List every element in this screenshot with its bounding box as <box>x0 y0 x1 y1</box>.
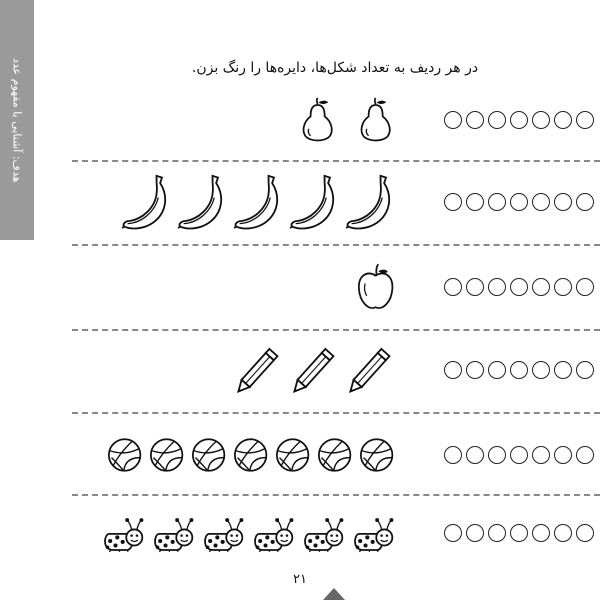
ladybug-icon <box>295 512 345 554</box>
answer-circle[interactable] <box>488 524 506 542</box>
answer-circle[interactable] <box>466 111 484 129</box>
page-number: ۲۱ <box>293 572 307 587</box>
answer-circles <box>444 361 594 379</box>
answer-circle[interactable] <box>554 446 572 464</box>
answer-circle[interactable] <box>532 278 550 296</box>
worksheet-row <box>60 425 600 485</box>
ball-icon <box>311 434 353 476</box>
answer-circle[interactable] <box>466 193 484 211</box>
answer-circle[interactable] <box>576 193 594 211</box>
ball-icon <box>353 434 395 476</box>
ball-icon <box>227 434 269 476</box>
counting-items <box>101 434 395 476</box>
answer-circle[interactable] <box>576 278 594 296</box>
answer-circle[interactable] <box>554 524 572 542</box>
banana-icon <box>339 171 395 233</box>
answer-circle[interactable] <box>510 361 528 379</box>
answer-circle[interactable] <box>532 111 550 129</box>
worksheet-row <box>60 257 600 317</box>
answer-circle[interactable] <box>532 193 550 211</box>
dashed-divider <box>72 412 600 414</box>
pencil-icon <box>227 339 283 401</box>
answer-circles <box>444 524 594 542</box>
answer-circle[interactable] <box>488 111 506 129</box>
side-tab <box>0 0 34 240</box>
answer-circle[interactable] <box>444 278 462 296</box>
ball-icon <box>101 434 143 476</box>
pencil-icon <box>283 339 339 401</box>
answer-circle[interactable] <box>444 446 462 464</box>
answer-circle[interactable] <box>466 361 484 379</box>
side-tab-label: هدف: آشنایی با مفهوم عدد <box>10 57 24 183</box>
answer-circle[interactable] <box>444 193 462 211</box>
ball-icon <box>185 434 227 476</box>
answer-circle[interactable] <box>488 446 506 464</box>
answer-circle[interactable] <box>554 193 572 211</box>
answer-circles <box>444 446 594 464</box>
banana-icon <box>171 171 227 233</box>
answer-circle[interactable] <box>510 111 528 129</box>
instruction-text: در هر ردیف به تعداد شکل‌ها، دایره‌ها را رنگ بزن. <box>191 60 479 76</box>
worksheet-row <box>60 340 600 400</box>
ladybug-icon <box>95 512 145 554</box>
dashed-divider <box>72 329 600 331</box>
answer-circles <box>444 111 594 129</box>
answer-circle[interactable] <box>554 278 572 296</box>
answer-circle[interactable] <box>444 111 462 129</box>
page-arrow-icon <box>323 588 345 600</box>
answer-circle[interactable] <box>444 524 462 542</box>
answer-circle[interactable] <box>532 524 550 542</box>
worksheet-row <box>60 503 600 563</box>
worksheet-row <box>60 172 600 232</box>
answer-circle[interactable] <box>532 361 550 379</box>
answer-circle[interactable] <box>466 278 484 296</box>
banana-icon <box>227 171 283 233</box>
dashed-divider <box>72 494 600 496</box>
answer-circles <box>444 193 594 211</box>
counting-items <box>227 339 395 401</box>
dashed-divider <box>72 244 600 246</box>
ball-icon <box>143 434 185 476</box>
answer-circle[interactable] <box>576 361 594 379</box>
ladybug-icon <box>195 512 245 554</box>
answer-circle[interactable] <box>510 524 528 542</box>
counting-items <box>95 512 395 554</box>
ball-icon <box>269 434 311 476</box>
answer-circle[interactable] <box>554 361 572 379</box>
ladybug-icon <box>245 512 295 554</box>
answer-circle[interactable] <box>510 193 528 211</box>
pencil-icon <box>339 339 395 401</box>
dashed-divider <box>72 160 600 162</box>
ladybug-icon <box>345 512 395 554</box>
counting-items <box>351 259 395 315</box>
worksheet-row <box>60 90 600 150</box>
banana-icon <box>115 171 171 233</box>
pear-icon <box>293 94 337 146</box>
answer-circle[interactable] <box>466 524 484 542</box>
answer-circle[interactable] <box>576 446 594 464</box>
answer-circle[interactable] <box>554 111 572 129</box>
answer-circle[interactable] <box>444 361 462 379</box>
answer-circle[interactable] <box>510 446 528 464</box>
ladybug-icon <box>145 512 195 554</box>
answer-circle[interactable] <box>488 193 506 211</box>
counting-items <box>293 94 395 146</box>
answer-circle[interactable] <box>510 278 528 296</box>
answer-circles <box>444 278 594 296</box>
answer-circle[interactable] <box>576 111 594 129</box>
answer-circle[interactable] <box>466 446 484 464</box>
answer-circle[interactable] <box>488 361 506 379</box>
banana-icon <box>283 171 339 233</box>
answer-circle[interactable] <box>488 278 506 296</box>
answer-circle[interactable] <box>532 446 550 464</box>
pear-icon <box>351 94 395 146</box>
answer-circle[interactable] <box>576 524 594 542</box>
apple-icon <box>351 259 395 315</box>
counting-items <box>115 171 395 233</box>
